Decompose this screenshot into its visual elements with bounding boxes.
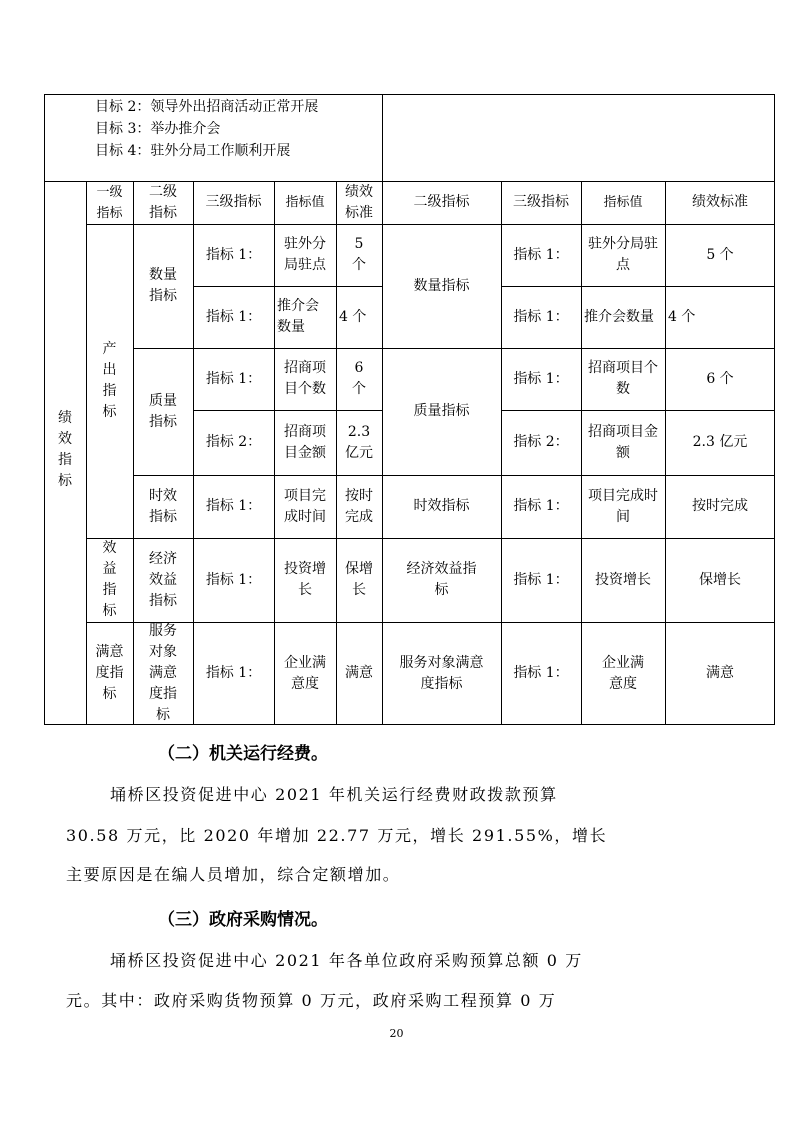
header-r-value: 指标值 (603, 195, 643, 210)
subgroup-timeliness: 时效指标 (149, 487, 177, 525)
goal-4: 目标 4：驻外分局工作顺利开展 (95, 143, 291, 159)
row-rstandard: 6 个 (706, 370, 734, 387)
row-rvalue: 招商项目个数 (588, 360, 658, 397)
row-r3: 指标 1： (513, 498, 569, 514)
row-standard: 6个 (352, 360, 366, 397)
row-r3: 指标 1： (513, 246, 569, 263)
row-standard: 5个 (352, 236, 366, 273)
row-rvalue: 企业满意度 (602, 654, 644, 692)
group-benefit: 效益指标 (102, 540, 117, 619)
paragraph-line: 主要原因是在编人员增加，综合定额增加。 (66, 865, 401, 884)
subgroup-quality: 质量指标 (149, 392, 177, 430)
row-value: 招商项目金额 (284, 423, 326, 461)
r-subgroup-service: 服务对象满意度指标 (399, 654, 484, 692)
goal-2: 目标 2：领导外出招商活动正常开展 (95, 99, 319, 115)
row-r3: 指标 1： (513, 665, 569, 681)
header-value: 指标值 (285, 195, 325, 210)
row-standard: 4 个 (339, 308, 367, 325)
header-r-standard: 绩效标准 (692, 194, 748, 210)
header-level3: 三级指标 (205, 194, 262, 210)
row-value: 项目完成时间 (284, 487, 326, 525)
page-number: 20 (389, 1027, 404, 1040)
header-r-level2: 二级指标 (413, 194, 470, 210)
subgroup-service: 服务对象满意度指标 (149, 623, 177, 723)
row-standard: 保增长 (345, 561, 373, 598)
row-l3: 指标 2： (205, 434, 262, 450)
row-rvalue: 项目完成时间 (588, 487, 658, 525)
row-standard: 2.3亿元 (345, 423, 373, 461)
row-value: 投资增长 (284, 561, 326, 598)
r-subgroup-economic: 经济效益指标 (406, 561, 477, 598)
r-subgroup-quality: 质量指标 (413, 403, 470, 419)
subgroup-economic: 经济效益指标 (149, 550, 177, 609)
row-l3: 指标 1： (205, 498, 262, 514)
header-standard: 绩效标准 (345, 183, 373, 221)
row-r3: 指标 2： (513, 434, 569, 450)
row-l3: 指标 1： (205, 370, 262, 387)
paragraph-line: 埇桥区投资促进中心 2021 年各单位政府采购预算总额 0 万 (110, 951, 583, 970)
row-r3: 指标 1： (513, 308, 569, 325)
row-l3: 指标 1： (205, 246, 262, 263)
section-heading-procurement: （三）政府采购情况。 (158, 910, 328, 930)
paragraph-line: 元。其中：政府采购货物预算 0 万元，政府采购工程预算 0 万 (66, 991, 557, 1010)
row-l3: 指标 1： (205, 665, 262, 681)
paragraph-line: 30.58 万元，比 2020 年增加 22.77 万元，增长 291.55%，增长 (66, 826, 608, 845)
subgroup-quantity: 数量指标 (149, 267, 177, 304)
header-level2: 二级指标 (149, 183, 177, 221)
row-rvalue: 推介会数量 (584, 308, 654, 325)
row-value: 招商项目个数 (284, 360, 326, 397)
row-r3: 指标 1： (513, 370, 569, 387)
row-value: 驻外分局驻点 (284, 236, 326, 273)
row-standard: 按时完成 (345, 487, 373, 525)
header-r-level3: 三级指标 (513, 194, 569, 210)
row-rstandard: 2.3 亿元 (692, 434, 748, 450)
goals-cell-right (382, 94, 775, 182)
group-output: 产出指标 (102, 341, 117, 420)
row-rstandard: 4 个 (668, 308, 696, 325)
header-level1: 一级指标 (96, 184, 123, 221)
row-rstandard: 满意 (706, 665, 734, 681)
row-l3: 指标 1： (205, 571, 262, 588)
goal-3: 目标 3：举办推介会 (95, 121, 221, 137)
row-value: 推介会数量 (277, 298, 319, 335)
row-rstandard: 按时完成 (692, 498, 748, 514)
row-rvalue: 驻外分局驻点 (588, 236, 658, 273)
row-rvalue: 招商项目金额 (588, 423, 658, 461)
row-rstandard: 保增长 (699, 571, 741, 588)
paragraph-line: 埇桥区投资促进中心 2021 年机关运行经费财政拨款预算 (110, 785, 558, 804)
row-rvalue: 投资增长 (595, 571, 651, 588)
row-value: 企业满意度 (284, 654, 326, 692)
row-l3: 指标 1： (205, 308, 262, 325)
row-r3: 指标 1： (513, 571, 569, 588)
row-standard: 满意 (345, 665, 373, 681)
row-rstandard: 5 个 (706, 246, 734, 263)
section-heading-operating-funds: （二）机关运行经费。 (158, 744, 328, 764)
r-subgroup-timeliness: 时效指标 (413, 498, 470, 514)
group-satisfaction: 满意度指标 (95, 644, 124, 702)
r-subgroup-quantity: 数量指标 (413, 277, 470, 294)
section-label: 绩效指标 (58, 410, 72, 489)
